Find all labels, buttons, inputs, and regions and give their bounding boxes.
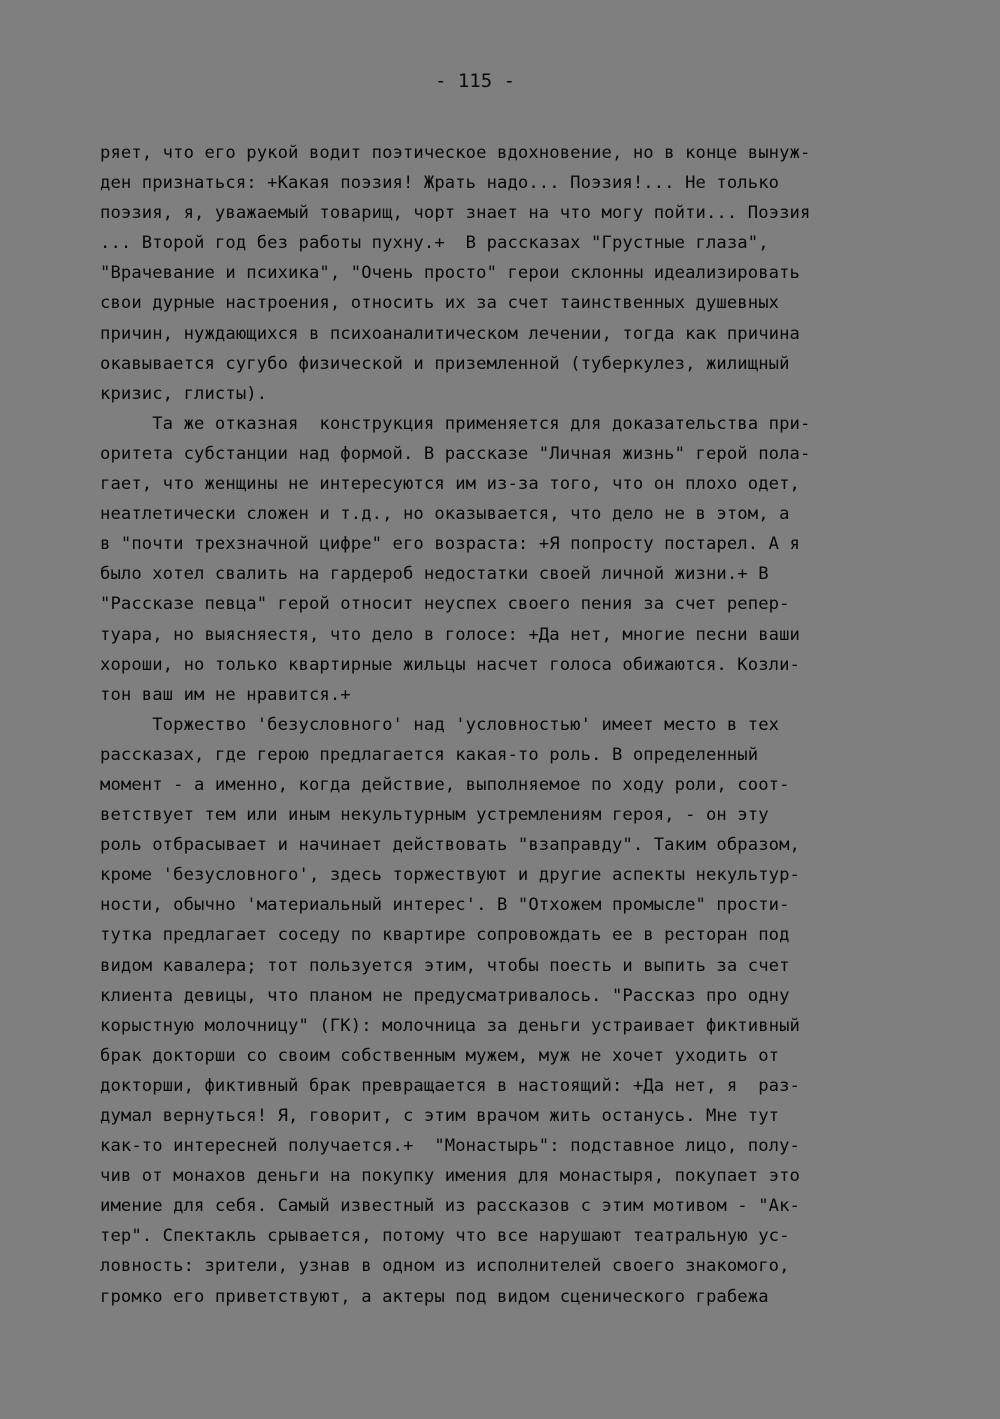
text-line: причин, нуждающихся в психоаналитическом лечении, тогда как причина bbox=[100, 323, 800, 344]
text-line: Та же отказная конструкция применяется для доказательства при- bbox=[100, 413, 811, 434]
text-line: свои дурные настроения, относить их за счет таинственных душевных bbox=[100, 293, 780, 314]
text-line: туара, но выясняестя, что дело в голосе: +Да нет, многие песни ваши bbox=[100, 624, 800, 645]
text-line: окавывается сугубо физической и приземленной (туберкулез, жилищный bbox=[100, 353, 790, 374]
text-line: в "почти трехзначной цифре" его возраста: +Я попросту постарел. А я bbox=[100, 534, 800, 555]
text-line: как-то интересней получается.+ "Монастырь": подставное лицо, полу- bbox=[100, 1136, 800, 1157]
text-line: гает, что женщины не интересуются им из-за того, что он плохо одет, bbox=[100, 474, 800, 495]
text-line: рассказах, где герою предлагается какая-то роль. В определенный bbox=[100, 744, 759, 765]
text-line: было хотел свалить на гардероб недостатки своей личной жизни.+ В bbox=[100, 564, 769, 585]
text-line: ветствует тем или иным некультурным устремлениям героя, - он эту bbox=[100, 805, 769, 826]
text-line: тутка предлагает соседу по квартире сопровождать ее в ресторан под bbox=[100, 925, 790, 946]
text-line: чив от монахов деньги на покупку имения для монастыря, покупает это bbox=[100, 1166, 800, 1187]
text-line: громко его приветствуют, а актеры под видом сценического грабежа bbox=[100, 1286, 769, 1307]
text-line: ряет, что его рукой водит поэтическое вдохновение, но в конце вынуж- bbox=[100, 143, 811, 163]
text-line: ности, обычно 'материальный интерес'. В "Отхожем промысле" прости- bbox=[100, 895, 790, 916]
text-line: брак докторши со своим собственным мужем, муж не хочет уходить от bbox=[100, 1045, 780, 1066]
text-line: кризис, глисты). bbox=[100, 383, 268, 404]
text-line: тон ваш им не нравится.+ bbox=[100, 684, 351, 705]
text-line: клиента девицы, что планом не предусматривалось. "Рассказ про одну bbox=[100, 985, 790, 1006]
text-line: тер". Спектакль срывается, потому что все нарушают театральную ус- bbox=[100, 1226, 790, 1247]
page-number: - 115 - bbox=[434, 70, 516, 92]
text-line: Торжество 'безусловного' над 'условностью' имеет место в тех bbox=[100, 714, 780, 735]
text-line: видом кавалера; тот пользуется этим, чтобы поесть и выпить за счет bbox=[100, 955, 790, 976]
text-line: ден признаться: +Какая поэзия! Жрать надо... Поэзия!... Не только bbox=[100, 173, 780, 194]
body-text bbox=[100, 138, 930, 1312]
text-line: думал вернуться! Я, говорит, с этим врачом жить останусь. Мне тут bbox=[100, 1106, 780, 1126]
text-line: ... Второй год без работы пухну.+ В рассказах "Грустные глаза", bbox=[100, 233, 769, 254]
text-line: роль отбрасывает и начинает действовать "взаправду". Таким образом, bbox=[100, 835, 800, 856]
text-line: оритета субстанции над формой. В рассказе "Личная жизнь" герой пола- bbox=[100, 443, 811, 464]
text-line: "Рассказе певца" герой относит неуспех своего пения за счет репер- bbox=[100, 594, 790, 615]
text-line: корыстную молочницу" (ГК): молочница за деньги устраивает фиктивный bbox=[100, 1015, 800, 1036]
text-line: хороши, но только квартирные жильцы насчет голоса обижаются. Козли- bbox=[100, 654, 800, 675]
text-line: "Врачевание и психика", "Очень просто" герои склонны идеализировать bbox=[100, 263, 800, 284]
text-line: докторши, фиктивный брак превращается в настоящий: +Да нет, я раз- bbox=[100, 1075, 800, 1096]
text-line: неатлетически сложен и т.д., но оказывается, что дело не в этом, а bbox=[100, 504, 790, 525]
text-line: кроме 'безусловного', здесь торжествуют и другие аспекты некультур- bbox=[100, 865, 800, 886]
text-line: имение для себя. Самый известный из рассказов с этим мотивом - "Ак- bbox=[100, 1196, 800, 1217]
text-line: момент - а именно, когда действие, выполняемое по ходу роли, соот- bbox=[100, 774, 790, 795]
text-line: ловность: зрители, узнав в одном из исполнителей своего знакомого, bbox=[100, 1256, 790, 1277]
text-line: поэзия, я, уважаемый товарищ, чорт знает на что могу пойти... Поэзия bbox=[100, 203, 811, 224]
